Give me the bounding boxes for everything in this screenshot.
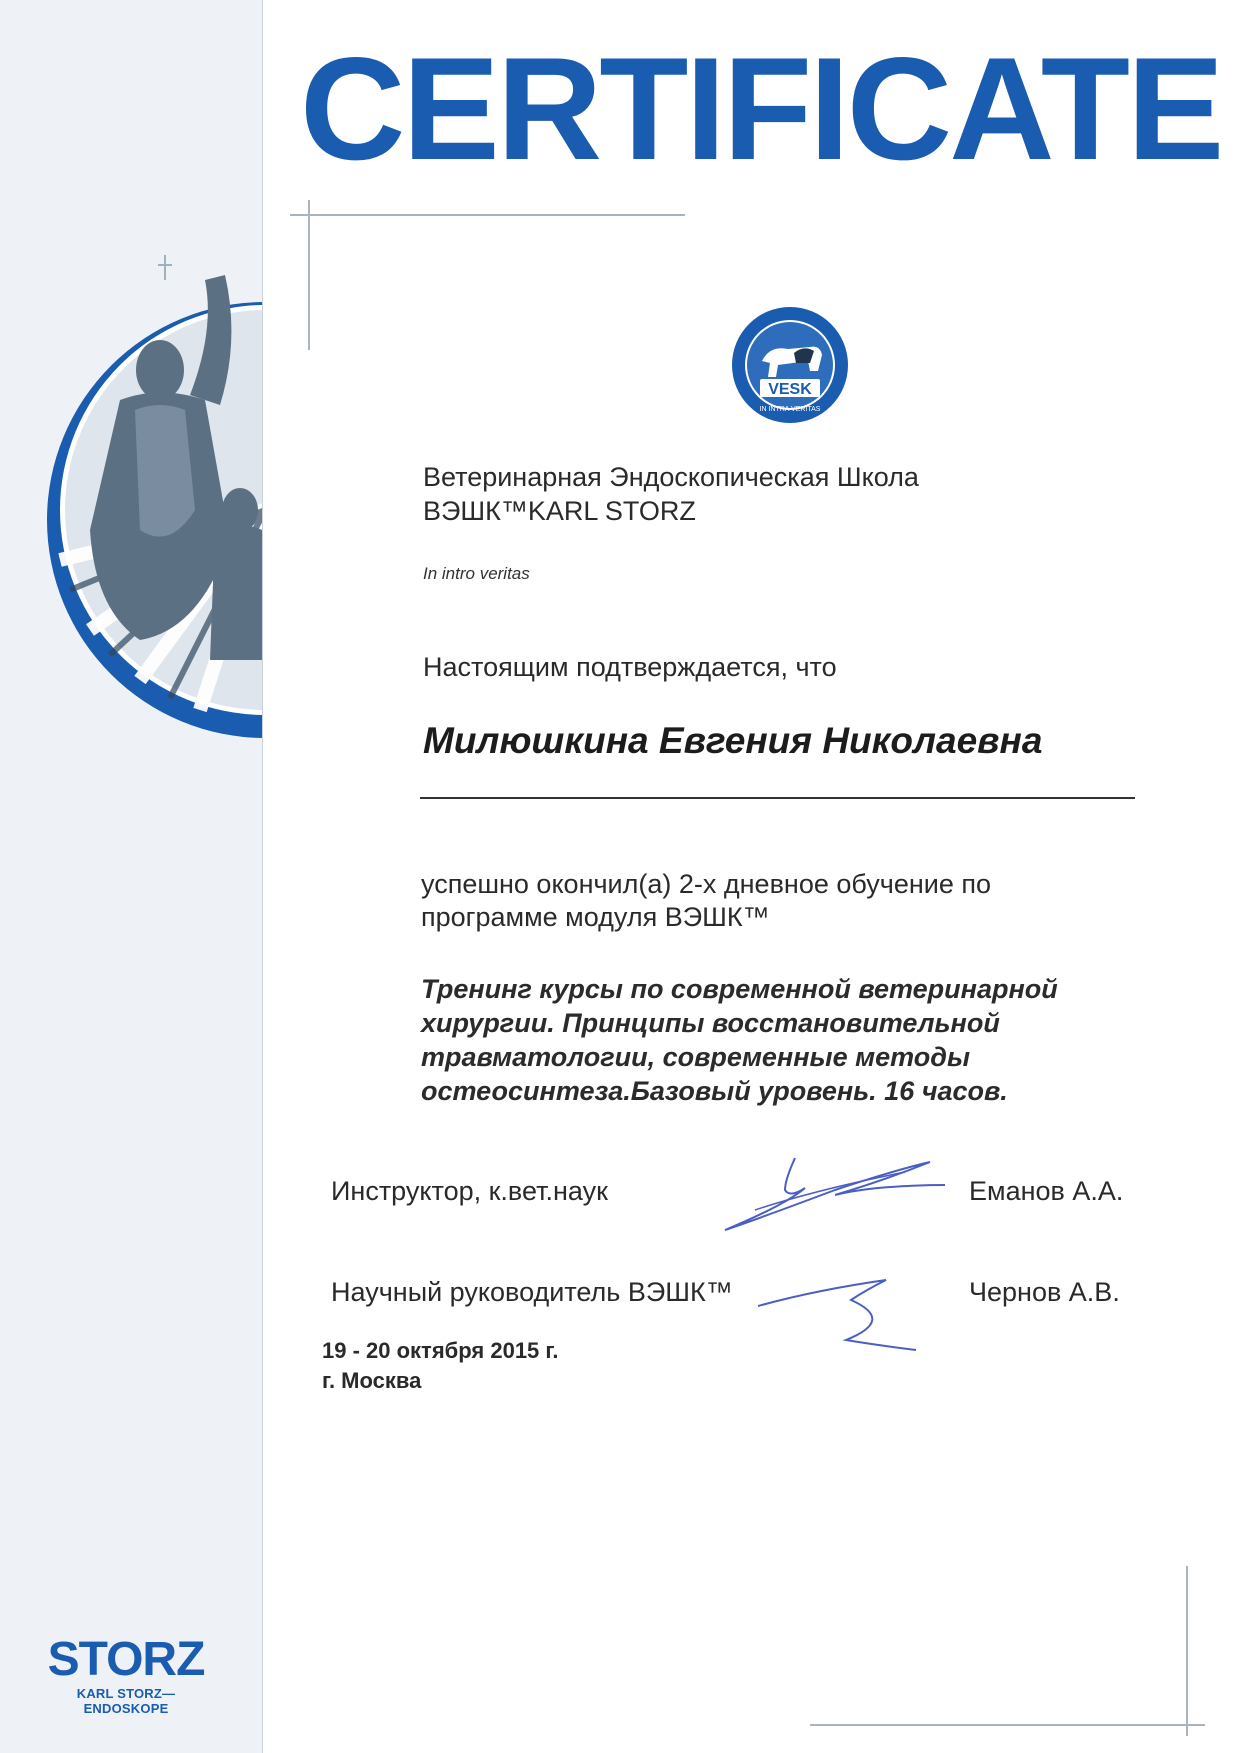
motto: In intro veritas [423,564,530,583]
school-name-line1: Ветеринарная Эндоскопическая Школа [423,462,919,492]
course-line3: травматологии, современные методы [421,1042,971,1072]
course-line4: остеосинтеза.Базовый уровень. 16 часов. [421,1076,1008,1106]
completion-line2: программе модуля ВЭШК™ [421,902,770,932]
storz-logo-name: STORZ [47,1633,205,1686]
completion-line1: успешно окончил(а) 2-х дневное обучение по [421,869,991,899]
sculpture-illustration [0,210,262,770]
signatory-role-supervisor: Научный руководитель ВЭШК™ [331,1277,733,1307]
course-city: г. Москва [322,1368,422,1393]
vesk-logo-ring-text: IN INTRA VERITAS [759,406,821,413]
frame-line-top-vertical [308,200,310,350]
course-line2: хирургии. Принципы восстановительной [421,1008,1000,1038]
storz-logo-subtitle: KARL STORZ—ENDOSKOPE [76,1686,176,1716]
signatory-name-instructor: Еманов А.А. [969,1176,1124,1206]
course-title [421,972,1141,1108]
frame-line-bottom [810,1724,1205,1726]
frame-line-bottom-vertical [1186,1566,1188,1736]
certificate-title: CERTIFICATE [300,27,1222,190]
course-date: 19 - 20 октября 2015 г. [322,1338,559,1363]
course-line1: Тренинг курсы по современной ветеринарной [421,974,1058,1004]
frame-line-top [290,214,685,216]
completion-text [421,868,1121,934]
school-name-line2: ВЭШК™KARL STORZ [423,496,696,526]
name-underline [420,797,1135,799]
signature-supervisor [756,1270,926,1360]
signatory-role-instructor: Инструктор, к.вет.наук [331,1176,608,1206]
school-name [423,460,919,528]
confirmation-text: Настоящим подтверждается, что [423,652,837,682]
storz-logo [36,1633,216,1716]
signature-instructor [715,1150,945,1240]
recipient-name: Милюшкина Евгения Николаевна [423,720,1043,761]
vesk-logo [730,305,850,425]
signatory-name-supervisor: Чернов А.В. [969,1277,1120,1307]
vesk-logo-abbreviation: VESK [768,381,812,398]
